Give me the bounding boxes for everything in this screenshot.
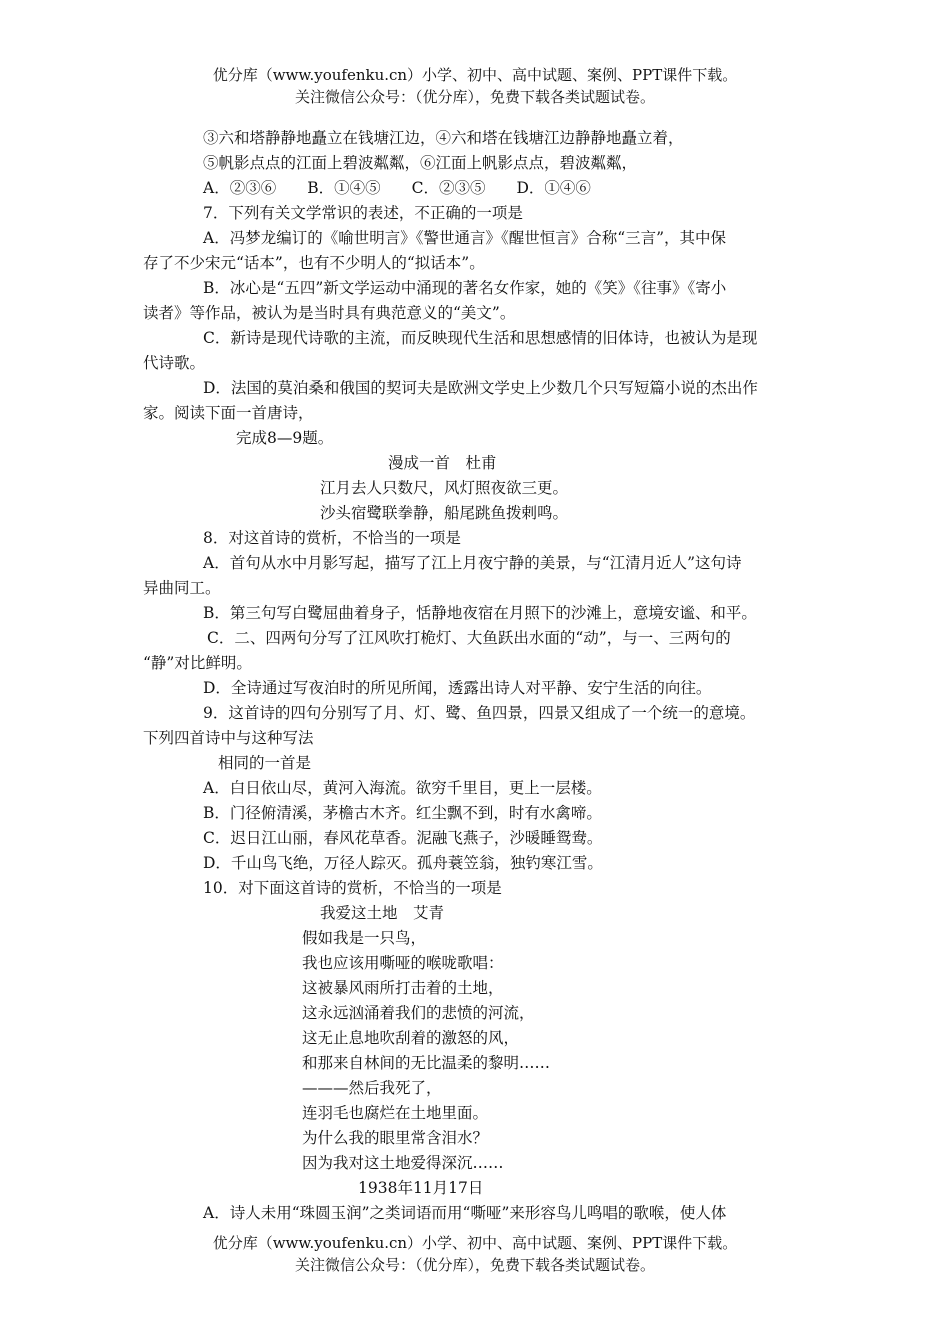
- poem-1-line-2: 沙头宿鹭联拳静，船尾跳鱼拨剌鸣。: [320, 504, 569, 522]
- poem-2-line: 连羽毛也腐烂在土地里面。: [302, 1104, 489, 1122]
- q8-option-c-1: C．二、四两句分写了江风吹打桅灯、大鱼跃出水面的“动”，与一、三两句的: [207, 629, 731, 647]
- q7-option-c-1: C．新诗是现代诗歌的主流，而反映现代生活和思想感情的旧体诗，也被认为是现: [203, 329, 758, 347]
- footer-line-2: 关注微信公众号：（优分库），免费下载各类试题试卷。: [294, 1256, 655, 1274]
- poem-2-line: 这被暴风雨所打击着的土地，: [302, 979, 504, 997]
- header-line-2: 关注微信公众号：（优分库），免费下载各类试题试卷。: [294, 88, 655, 106]
- poem-2-line: 和那来自林间的无比温柔的黎明……: [302, 1054, 551, 1072]
- q8-option-a-2: 异曲同工。: [143, 579, 221, 597]
- q7-option-a-2: 存了不少宋元“话本”，也有不少明人的“拟话本”。: [143, 254, 485, 272]
- q7-option-a-1: A．冯梦龙编订的《喻世明言》《警世通言》《醒世恒言》合称“三言”，其中保: [203, 229, 727, 247]
- poem-2-title: 我爱这土地 艾青: [320, 904, 445, 922]
- q8-option-b: B．第三句写白鹭屈曲着身子，恬静地夜宿在月照下的沙滩上，意境安谧、和平。: [203, 604, 757, 622]
- q9-option-b: B．门径俯清溪，茅檐古木齐。红尘飘不到，时有水禽啼。: [203, 804, 602, 822]
- header-line-1: 优分库（www.youfenku.cn）小学、初中、高中试题、案例、PPT课件下载。: [212, 66, 738, 84]
- q6-options: A．②③⑥ B．①④⑤ C．②③⑤ D．①④⑥: [203, 179, 591, 197]
- q7-option-c-2: 代诗歌。: [143, 354, 206, 372]
- q9-stem-1: 9．这首诗的四句分别写了月、灯、鹭、鱼四景，四景又组成了一个统一的意境。: [203, 704, 756, 722]
- q9-option-c: C．迟日江山丽，春风花草香。泥融飞燕子，沙暖睡鸳鸯。: [203, 829, 603, 847]
- footer-line-1: 优分库（www.youfenku.cn）小学、初中、高中试题、案例、PPT课件下载。: [212, 1234, 738, 1252]
- poem-2-line: 因为我对这土地爱得深沉……: [302, 1154, 504, 1172]
- poem-2-line: 这无止息地吹刮着的激怒的风，: [302, 1029, 520, 1047]
- poem-2-date: 1938年11月17日: [358, 1179, 484, 1197]
- reading-instruction: 完成8—9题。: [236, 429, 334, 447]
- q10-option-a-1: A．诗人未用“珠圆玉润”之类词语而用“嘶哑”来形容鸟儿鸣唱的歌喉，使人体: [203, 1204, 727, 1222]
- q9-option-a: A．白日依山尽，黄河入海流。欲穷千里目，更上一层楼。: [203, 779, 602, 797]
- q8-option-c-2: “静”对比鲜明。: [143, 654, 252, 672]
- q7-option-d-1: D．法国的莫泊桑和俄国的契诃夫是欧洲文学史上少数几个只写短篇小说的杰出作: [203, 379, 758, 397]
- q8-option-a-1: A．首句从水中月影写起，描写了江上月夜宁静的美景，与“江清月近人”这句诗: [203, 554, 742, 572]
- poem-2-line: 我也应该用嘶哑的喉咙歌唱：: [302, 954, 504, 972]
- poem-2-line: 假如我是一只鸟，: [302, 929, 427, 947]
- q8-stem: 8．对这首诗的赏析，不恰当的一项是: [203, 529, 461, 547]
- q10-stem: 10．对下面这首诗的赏析，不恰当的一项是: [203, 879, 502, 897]
- poem-1-line-1: 江月去人只数尺，风灯照夜欲三更。: [320, 479, 569, 497]
- q6-line-b: ⑤帆影点点的江面上碧波粼粼，⑥江面上帆影点点，碧波粼粼，: [203, 154, 638, 172]
- poem-2-line: 这永远汹涌着我们的悲愤的河流，: [302, 1004, 535, 1022]
- poem-2-line: ———然后我死了，: [302, 1079, 442, 1097]
- poem-2-line: 为什么我的眼里常含泪水？: [302, 1129, 489, 1147]
- q7-option-b-1: B．冰心是“五四”新文学运动中涌现的著名女作家，她的《笑》《往事》《寄小: [203, 279, 727, 297]
- q9-stem-2: 下列四首诗中与这种写法: [143, 729, 314, 747]
- q7-stem: 7．下列有关文学常识的表述，不正确的一项是: [203, 204, 523, 222]
- poem-1-title: 漫成一首 杜甫: [388, 454, 497, 472]
- q9-option-d: D．千山鸟飞绝，万径人踪灭。孤舟蓑笠翁，独钓寒江雪。: [203, 854, 603, 872]
- q8-option-d: D．全诗通过写夜泊时的所见所闻，透露出诗人对平静、安宁生活的向往。: [203, 679, 712, 697]
- q7-option-b-2: 读者》等作品，被认为是当时具有典范意义的“美文”。: [143, 304, 516, 322]
- q7-option-d-2: 家。阅读下面一首唐诗，: [143, 404, 314, 422]
- q6-line-a: ③六和塔静静地矗立在钱塘江边，④六和塔在钱塘江边静静地矗立着，: [203, 129, 684, 147]
- q9-stem-3: 相同的一首是: [218, 754, 312, 772]
